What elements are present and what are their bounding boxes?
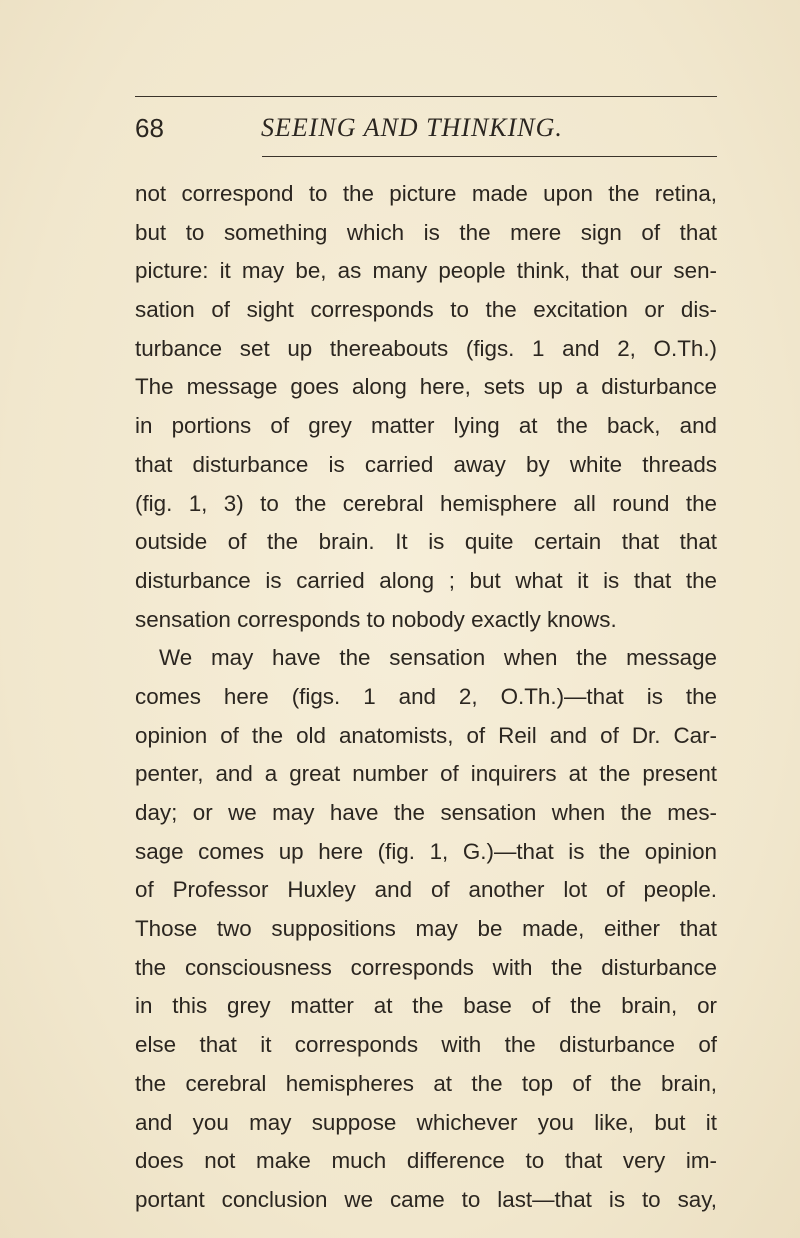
text-line: sage comes up here (fig. 1, G.)—that is the opinion (135, 838, 717, 864)
text-line: opinion of the old anatomists, of Reil and of Dr. Car- (135, 722, 717, 748)
text-line: (fig. 1, 3) to the cerebral hemisphere all round the (135, 490, 717, 516)
text-line: the cerebral hemispheres at the top of the brain, (135, 1070, 717, 1096)
header-rule-bottom (262, 156, 717, 157)
body-text (135, 175, 717, 1220)
text-line: picture: it may be, as many people think, that our sen- (135, 258, 717, 284)
text-line: does not make much difference to that very im- (135, 1148, 717, 1174)
text-line: but to something which is the mere sign of that (135, 219, 717, 245)
text-line: The message goes along here, sets up a disturbance (135, 374, 717, 400)
text-line: sation of sight corresponds to the excitation or dis- (135, 297, 717, 323)
text-line: disturbance is carried along ; but what it is that the (135, 567, 717, 593)
text-line: that disturbance is carried away by white threads (135, 451, 717, 477)
header-rule-top (135, 96, 717, 97)
text-line: of Professor Huxley and of another lot of people. (135, 877, 717, 903)
text-line: sensation corresponds to nobody exactly knows. (135, 606, 617, 632)
text-line: in this grey matter at the base of the brain, or (135, 993, 717, 1019)
running-title: SEEING AND THINKING. (261, 113, 563, 142)
text-line: not correspond to the picture made upon the retina, (135, 181, 717, 206)
text-line: in portions of grey matter lying at the back, and (135, 413, 717, 439)
text-line: turbance set up thereabouts (figs. 1 and 2, O.Th.) (135, 335, 717, 361)
text-line: Those two suppositions may be made, either that (135, 916, 717, 942)
text-line: penter, and a great number of inquirers at the present (135, 761, 717, 787)
text-line: comes here (figs. 1 and 2, O.Th.)—that is the (135, 683, 717, 709)
text-line: We may have the sensation when the message (159, 645, 717, 671)
running-head (135, 110, 717, 146)
text-line: else that it corresponds with the disturbance of (135, 1032, 717, 1058)
text-line: the consciousness corresponds with the disturbance (135, 954, 717, 980)
text-line: outside of the brain. It is quite certain that that (135, 529, 717, 555)
text-line: portant conclusion we came to last—that is to say, (135, 1186, 717, 1212)
page-number: 68 (135, 113, 164, 143)
text-line: and you may suppose whichever you like, but it (135, 1109, 717, 1135)
text-line: day; or we may have the sensation when the mes- (135, 800, 717, 825)
